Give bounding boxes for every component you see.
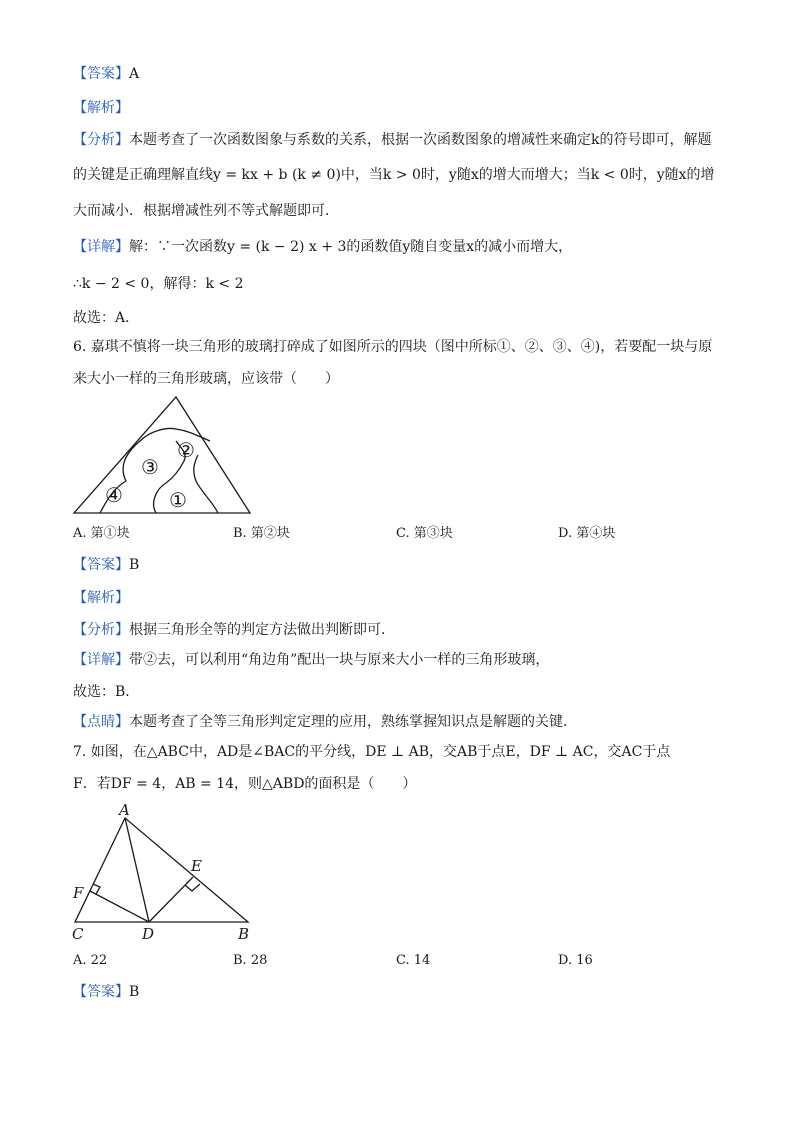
q5-fenxi-line3: 大而减小．根据增减性列不等式解题即可．	[73, 203, 339, 219]
q6-crack-right	[194, 455, 218, 513]
q6-piece-label-1: ①	[169, 488, 187, 512]
q7-answer-value: B	[129, 984, 140, 1000]
q7-label-c: C	[72, 925, 84, 943]
q5-fenxi-line1: 【分析】本题考查了一次函数图象与系数的关系，根据一次函数图象的增减性来确定k的符号即可，解题	[73, 132, 712, 148]
q7-triangle-abc	[75, 818, 248, 922]
q6-conclusion: 故选：B．	[73, 684, 140, 700]
q5-fenxi-tag: 【分析】	[73, 132, 129, 148]
q7-option-b: B. 28	[233, 953, 268, 968]
q6-option-b: B. 第②块	[233, 526, 290, 541]
q6-answer-value: B	[129, 557, 140, 573]
q5-answer-line	[73, 64, 139, 84]
q5-detail-tag: 【详解】	[73, 239, 129, 255]
q6-piece-label-2: ②	[177, 438, 195, 462]
q7-triangle-figure	[70, 800, 260, 945]
q6-triangle-outline	[74, 397, 250, 513]
q6-option-d: D. 第④块	[558, 526, 616, 541]
q6-piece-label-4: ④	[105, 483, 123, 507]
q7-right-angle-e	[185, 884, 200, 891]
q6-dianjing-line: 【点睛】本题考查了全等三角形判定定理的应用，熟练掌握知识点是解题的关键．	[73, 714, 577, 730]
q7-stem-line1: 7. 如图，在△ABC中，AD是∠BAC的平分线，DE ⊥ AB，交AB于点E，DF ⊥ AC，交AC于点	[73, 744, 671, 760]
q7-answer-tag: 【答案】	[73, 984, 129, 1000]
q5-conclusion: 故选：A．	[73, 310, 140, 326]
q5-answer-value: A	[129, 66, 140, 82]
q5-fenxi-line2: 的关键是正确理解直线y = kx + b (k ≠ 0)中，当k > 0时，y随x的增大而增大；当k < 0时，y随x的增	[73, 167, 715, 183]
q6-option-a: A. 第①块	[73, 526, 130, 541]
q7-segment-de	[149, 877, 193, 922]
q6-fenxi-line: 【分析】根据三角形全等的判定方法做出判断即可．	[73, 622, 395, 638]
q5-detail-line1: 【详解】解：∵一次函数y = (k − 2) x + 3的函数值y随自变量x的减小而增大，	[73, 239, 573, 255]
q7-segment-df	[90, 891, 149, 922]
q6-detail-line: 【详解】带②去，可以利用“角边角”配出一块与原来大小一样的三角形玻璃，	[73, 652, 550, 668]
q7-label-b: B	[238, 925, 250, 943]
q7-label-a: A	[119, 801, 130, 819]
q7-segment-ad	[125, 818, 149, 922]
q5-answer-tag: 【答案】	[73, 66, 129, 82]
q6-dianjing-tag: 【点睛】	[73, 714, 129, 730]
q7-stem-line2: F．若DF = 4，AB = 14，则△ABD的面积是（ ）	[73, 776, 417, 792]
q6-broken-triangle-figure	[70, 393, 255, 518]
q7-label-f: F	[73, 884, 84, 902]
q6-answer-tag: 【答案】	[73, 557, 129, 573]
q7-label-e: E	[191, 857, 202, 875]
q6-stem-line2: 来大小一样的三角形玻璃，应该带（ ）	[73, 371, 339, 387]
q7-option-c: C. 14	[396, 953, 431, 968]
q7-label-d: D	[142, 925, 155, 943]
q5-analysis-tag: 【解析】	[73, 100, 129, 116]
q7-answer-line	[73, 982, 139, 1002]
q6-piece-label-3: ③	[141, 455, 159, 479]
q6-analysis-tag: 【解析】	[73, 590, 129, 606]
q7-option-d: D. 16	[558, 953, 593, 968]
q6-fenxi-tag: 【分析】	[73, 622, 129, 638]
q5-detail-line2: ∴k − 2 < 0，解得：k < 2	[73, 276, 244, 292]
q6-answer-line	[73, 555, 139, 575]
q6-detail-tag: 【详解】	[73, 652, 129, 668]
q6-option-c: C. 第③块	[396, 526, 453, 541]
q7-option-a: A. 22	[73, 953, 108, 968]
q6-stem-line1: 6. 嘉琪不慎将一块三角形的玻璃打碎成了如图所示的四块（图中所标①、②、③、④)，若要配一块与原	[73, 339, 713, 355]
